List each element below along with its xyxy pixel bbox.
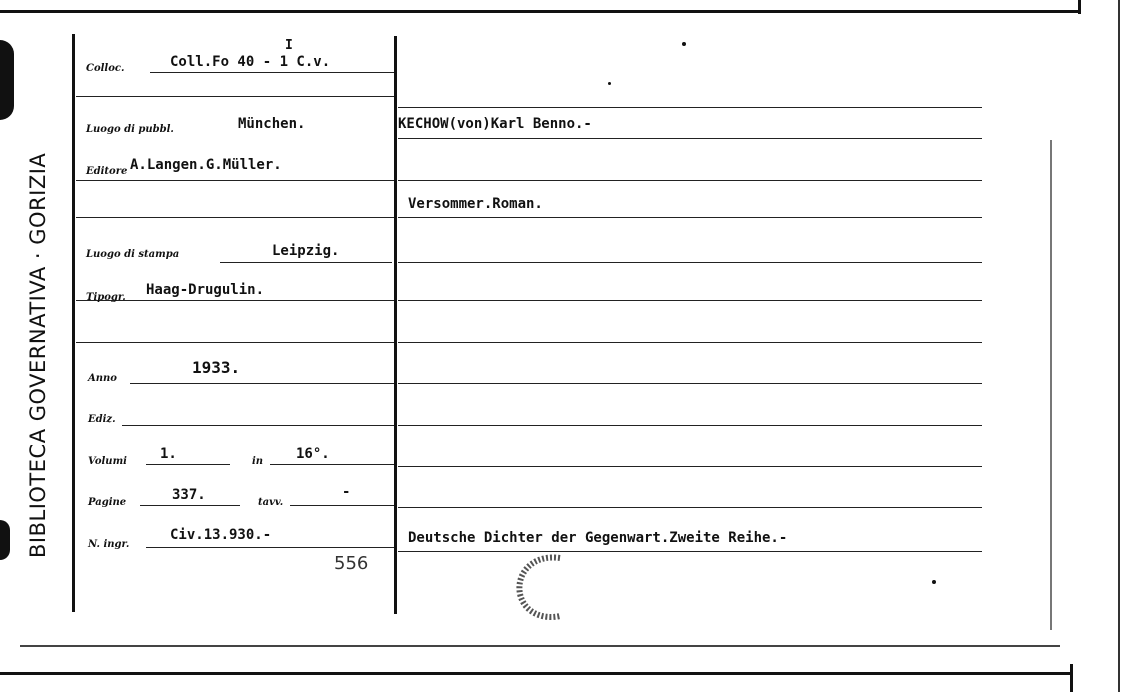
card-lower-edge — [20, 645, 1060, 647]
rule — [398, 138, 982, 139]
colloc-superscript: I — [285, 38, 293, 53]
luogo-stampa-value: Leipzig. — [272, 243, 340, 259]
tipogr-label: Tipogr. — [86, 292, 126, 303]
rule — [398, 342, 982, 343]
tavv-underline — [290, 505, 394, 506]
tavv-value: - — [342, 484, 351, 500]
formato-underline — [270, 464, 394, 465]
card-right-edge-lower — [1070, 664, 1073, 692]
rule — [398, 262, 982, 263]
rule — [398, 180, 982, 181]
ediz-label: Ediz. — [88, 414, 116, 425]
punch-hole-top — [0, 40, 14, 120]
volumi-underline — [146, 464, 230, 465]
pagine-value: 337. — [172, 487, 206, 503]
rule — [398, 107, 982, 108]
rule — [130, 383, 394, 384]
volumi-label: Volumi — [88, 456, 127, 467]
series-entry: Deutsche Dichter der Gegenwart.Zweite Reihe.- — [408, 530, 788, 546]
luogo-pubbl-label: Luogo di pubbl. — [86, 124, 174, 135]
left-column-line — [72, 34, 75, 612]
rule — [398, 466, 982, 467]
title-entry: Versommer.Roman. — [408, 196, 543, 212]
luogo-stampa-label: Luogo di stampa — [86, 249, 180, 260]
dot-mark — [932, 580, 936, 584]
colloc-value: Coll.Fo 40 - 1 C.v. — [170, 54, 331, 70]
anno-value: 1933. — [192, 358, 241, 377]
library-stamp-title: BIBLIOTECA GOVERNATIVA · GORIZIA — [26, 152, 50, 558]
rule — [398, 551, 982, 552]
rule — [398, 217, 982, 218]
tavv-label: tavv. — [258, 497, 284, 508]
punch-hole-bottom — [0, 520, 10, 560]
n-ingr-value: Civ.13.930.- — [170, 527, 272, 543]
in-label: in — [252, 456, 264, 467]
colloc-underline — [150, 72, 394, 73]
colloc-label: Colloc. — [86, 63, 125, 74]
editore-value: A.Langen.G.Müller. — [130, 157, 282, 173]
dot-mark — [608, 82, 611, 85]
rule — [76, 96, 394, 97]
luogo-pubbl-value: München. — [238, 116, 306, 132]
partial-stamp — [512, 552, 572, 622]
luogo-stampa-underline — [220, 262, 392, 263]
rule — [76, 217, 394, 218]
n-ingr-label: N. ingr. — [88, 539, 130, 550]
dot-mark — [682, 42, 686, 46]
anno-label: Anno — [88, 373, 117, 384]
rule — [122, 425, 394, 426]
rule — [398, 425, 982, 426]
pagine-underline — [140, 505, 240, 506]
card-right-side — [1050, 140, 1052, 630]
pencil-number: 556 — [334, 553, 369, 574]
pagine-label: Pagine — [88, 497, 127, 508]
card-right-edge — [1078, 0, 1081, 14]
rule — [76, 180, 394, 181]
rule — [76, 342, 394, 343]
author-heading: KECHOW(von)Karl Benno.- — [398, 116, 592, 132]
rule — [398, 383, 982, 384]
n-ingr-underline — [146, 547, 394, 548]
editore-label: Editore — [86, 166, 128, 177]
formato-value: 16°. — [296, 446, 330, 462]
rule — [398, 300, 982, 301]
volumi-value: 1. — [160, 446, 177, 462]
rule — [398, 507, 982, 508]
tipogr-value: Haag-Drugulin. — [146, 282, 265, 298]
card-top-border — [0, 10, 1078, 13]
middle-column-line — [394, 36, 397, 614]
card-right-margin — [1118, 0, 1120, 692]
card-bottom-border — [0, 672, 1070, 675]
